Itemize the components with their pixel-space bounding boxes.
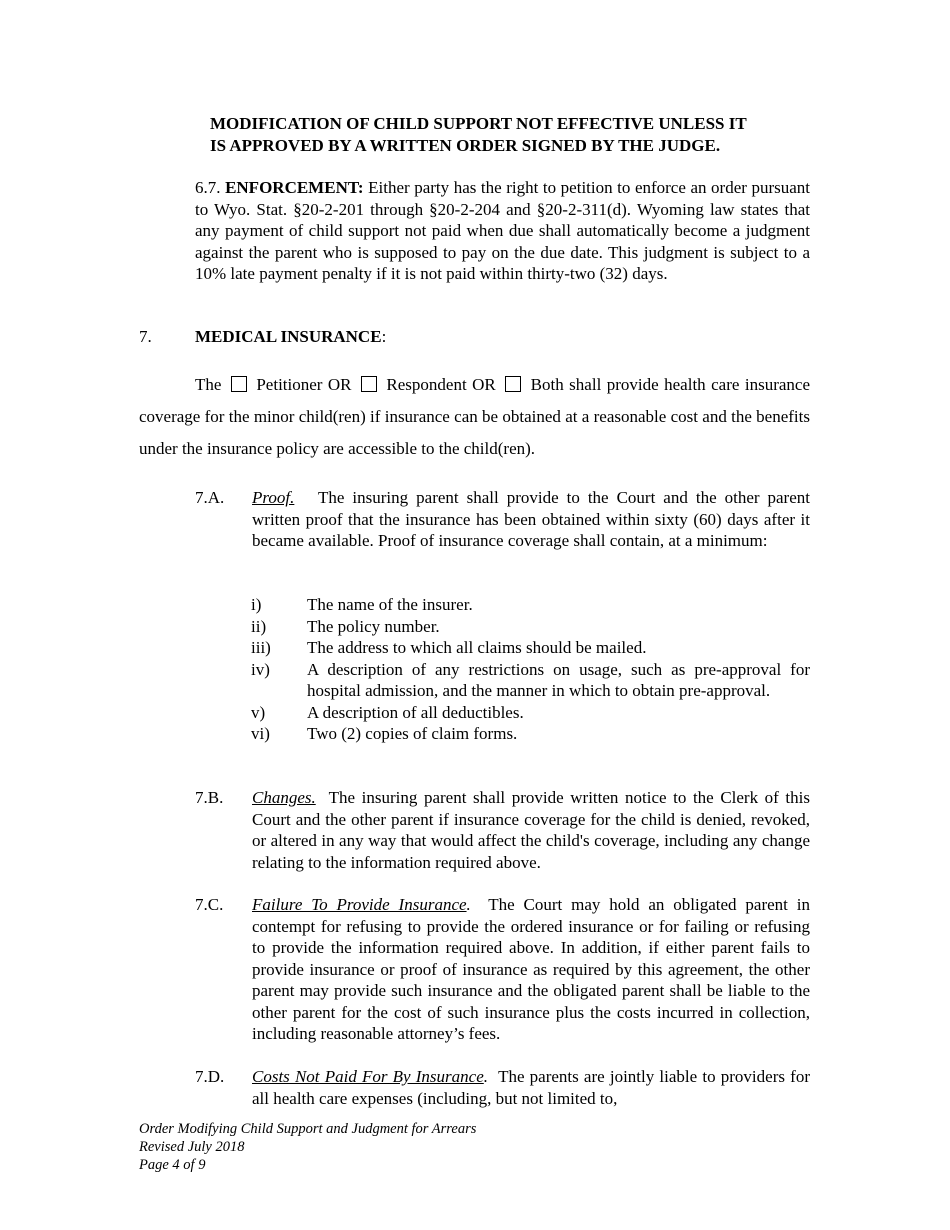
petitioner-label: Petitioner OR — [256, 375, 352, 394]
list-item-text: The policy number. — [307, 616, 440, 636]
footer-document-title: Order Modifying Child Support and Judgment for Arrears — [139, 1121, 477, 1137]
list-item-text: Two (2) copies of claim forms. — [307, 724, 518, 743]
enforcement-label: ENFORCEMENT: — [225, 178, 364, 197]
section-7a-number: 7.A. — [195, 488, 225, 507]
enforcement-paragraph — [195, 177, 810, 285]
section-7c-body — [252, 894, 810, 1045]
footer-revision: Revised July 2018 — [139, 1139, 245, 1155]
enforcement-text: Either party has the right to petition to enforce an order pursuant to Wyo. Stat. §20-2-201 through §20-2-204 and §20-2-311(d). Wyoming law states that any payment of child support not paid when due shall automatically become a judgment against the parent who is supposed to pay on the due date. This judgment is subject to a 10% late payment penalty if it is not paid within thirty-two (32) days. — [195, 178, 811, 283]
section-7d — [195, 1066, 810, 1109]
modification-warning-heading — [210, 113, 810, 156]
section-7a-body — [252, 487, 810, 552]
section-7d-number: 7.D. — [195, 1067, 225, 1086]
respondent-label: Respondent OR — [386, 375, 496, 394]
section-7c — [195, 894, 810, 1045]
section-7d-body — [252, 1066, 810, 1109]
section-7b-text: The insuring parent shall provide written notice to the Clerk of this Court and the other parent if insurance coverage for the child is denied, revoked, or altered in any way that would affect the child's coverage, including any change relating to the information required above. — [252, 788, 810, 872]
coverage-text: Both shall provide health care insurance coverage for the minor child(ren) if insurance can be obtained at a reasonable cost and the benefits under the insurance policy are accessible to the child(ren). — [139, 375, 811, 458]
enforcement-number: 6.7. — [195, 178, 221, 197]
section-7c-period: . — [466, 895, 471, 914]
section-7b — [195, 787, 810, 873]
list-item — [251, 594, 810, 616]
section-title-wrap — [195, 326, 386, 348]
list-item — [251, 723, 810, 745]
list-item-text: The address to which all claims should be mailed. — [307, 638, 647, 657]
section-7a-text: The insuring parent shall provide to the Court and the other parent written proof that the insurance has been obtained within sixty (60) days after it became available. Proof of insurance coverage shall contain, at a minimum: — [252, 488, 810, 550]
petitioner-checkbox[interactable] — [231, 376, 247, 392]
heading-line-2: IS APPROVED BY A WRITTEN ORDER SIGNED BY THE JUDGE. — [210, 135, 721, 155]
section-7b-body — [252, 787, 810, 873]
list-item-number: iv) — [251, 659, 270, 679]
section-7d-text: The parents are jointly liable to providers for all health care expenses (including, but not limited to, — [252, 1067, 810, 1108]
section-colon: : — [381, 327, 387, 346]
list-item-text: A description of any restrictions on usage, such as pre-approval for hospital admission, and the manner in which to obtain pre-approval. — [307, 659, 810, 700]
coverage-paragraph — [139, 369, 810, 465]
section-7b-number: 7.B. — [195, 788, 224, 807]
section-number: 7. — [139, 327, 152, 346]
section-7a — [195, 487, 810, 552]
both-checkbox[interactable] — [505, 376, 521, 392]
proof-requirements-list — [251, 594, 810, 745]
list-item-number: i) — [251, 595, 262, 614]
list-item-text: A description of all deductibles. — [307, 702, 524, 722]
respondent-checkbox[interactable] — [361, 376, 377, 392]
list-item — [251, 702, 810, 724]
section-7b-title: Changes. — [252, 788, 316, 807]
list-item-number: ii) — [251, 616, 267, 636]
footer-page-number: Page 4 of 9 — [139, 1157, 206, 1173]
list-item — [251, 659, 810, 702]
page-footer — [139, 1120, 639, 1174]
section-7d-period: . — [483, 1067, 489, 1086]
heading-line-1: MODIFICATION OF CHILD SUPPORT NOT EFFECTIVE UNLESS IT — [210, 114, 747, 133]
section-title: MEDICAL INSURANCE — [195, 327, 382, 346]
section-7c-title: Failure To Provide Insurance — [252, 895, 467, 914]
list-item-text: The name of the insurer. — [307, 595, 473, 614]
section-7d-title: Costs Not Paid For By Insurance — [252, 1067, 484, 1086]
list-item-number: iii) — [251, 638, 271, 657]
section-7c-text: The Court may hold an obligated parent in contempt for refusing to provide the ordered insurance or for failing or refusing to provide the information required above. In addition, if either parent fails to provide insurance or proof of insurance as required by this agreement, the other parent may provide such insurance and the obligated parent shall be liable to the other parent for the cost of such insurance plus the costs incurred in collection, including reasonable attorney’s fees. — [252, 895, 811, 1043]
coverage-the: The — [195, 375, 222, 394]
list-item-number: v) — [251, 702, 266, 722]
list-item — [251, 616, 810, 638]
list-item-number: vi) — [251, 724, 270, 743]
section-7c-number: 7.C. — [195, 895, 224, 914]
section-7a-title: Proof. — [252, 488, 295, 507]
list-item — [251, 637, 810, 659]
